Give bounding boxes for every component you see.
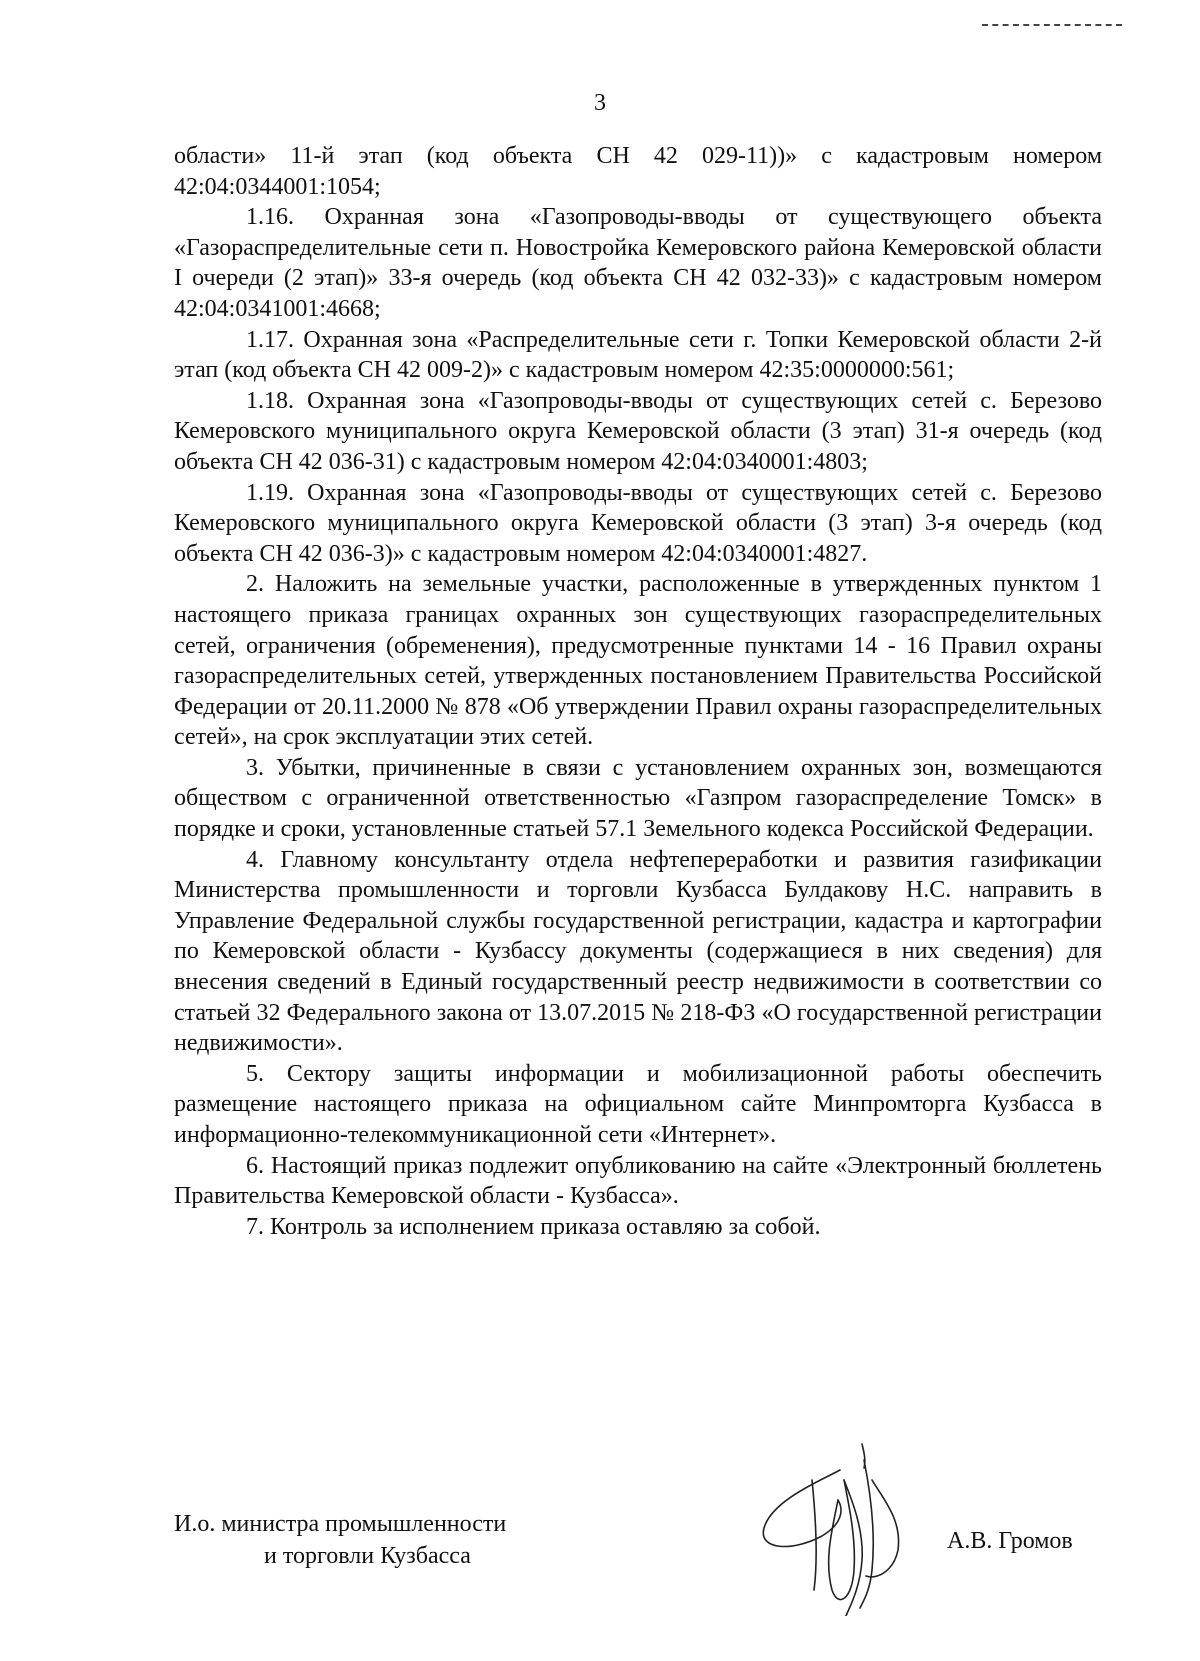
- paragraph-2: 2. Наложить на земельные участки, расположенные в утвержденных пунктом 1 настоящего приказа границах охранных зон существующих газораспределительных сетей, ограничения (обременения), предусмотренные пунктами 14 - 16 Правил охраны газораспределительных сетей, утвержденных постановлением Правительства Российской Федерации от 20.11.2000 № 878 «Об утверждении Правил охраны газораспределительных сетей», на срок эксплуатации этих сетей.: [174, 571, 1102, 751]
- paragraph-3: 3. Убытки, причиненные в связи с установлением охранных зон, возмещаются обществом с ограниченной ответственностью «Газпром газораспределение Томск» в порядке и сроки, установленные статьей 57.1 Земельного кодекса Российской Федерации.: [174, 754, 1102, 843]
- scan-edge-mark: [982, 24, 1122, 29]
- paragraph-1-18: 1.18. Охранная зона «Газопроводы-вводы от существующих сетей с. Березово Кемеровского муниципального округа Кемеровской области (3 этап) 31-я очередь (код объекта СН 42 036-31) с кадастровым номером 42:04:0340001:4803;: [174, 387, 1102, 475]
- paragraph-continuation: области» 11-й этап (код объекта СН 42 029-11))» с кадастровым номером 42:04:0344001:1054;: [174, 143, 1102, 200]
- paragraph-6: 6. Настоящий приказ подлежит опубликованию на сайте «Электронный бюллетень Правительства Кемеровской области - Кузбасса».: [174, 1152, 1102, 1210]
- page-number: 3: [594, 90, 606, 116]
- handwritten-signature: [752, 1440, 912, 1616]
- document-body: [174, 141, 1102, 1242]
- signatory-title-line2: и торговли Кузбасса: [264, 1543, 471, 1569]
- paragraph-1-17: 1.17. Охранная зона «Распределительные сети г. Топки Кемеровской области 2-й этап (код объекта СН 42 009-2)» с кадастровым номером 42:35:0000000:561;: [174, 326, 1102, 384]
- paragraph-1-19: 1.19. Охранная зона «Газопроводы-вводы от существующих сетей с. Березово Кемеровского муниципального округа Кемеровской области (3 этап) 3-я очередь (код объекта СН 42 036-3)» с кадастровым номером 42:04:0340001:4827.: [174, 479, 1102, 567]
- signatory-name: А.В. Громов: [947, 1528, 1073, 1554]
- paragraph-4: 4. Главному консультанту отдела нефтепереработки и развития газификации Министерства промышленности и торговли Кузбасса Булдакову Н.С. направить в Управление Федеральной службы государственной регистрации, кадастра и картографии по Кемеровской области - Кузбассу документы (содержащиеся в них сведения) для внесения сведений в Единый государственный реестр недвижимости в соответствии со статьей 32 Федерального закона от 13.07.2015 № 218-ФЗ «О государственной регистрации недвижимости».: [174, 846, 1102, 1057]
- paragraph-1-16: 1.16. Охранная зона «Газопроводы-вводы от существующего объекта «Газораспределительные сети п. Новостройка Кемеровского района Кемеровской области I очереди (2 этап)» 33-я очередь (код объекта СН 42 032-33)» с кадастровым номером 42:04:0341001:4668;: [174, 204, 1102, 322]
- paragraph-5: 5. Сектору защиты информации и мобилизационной работы обеспечить размещение настоящего приказа на официальном сайте Минпромторга Кузбасса в информационно-телекоммуникационной сети «Интернет».: [174, 1060, 1102, 1148]
- signatory-title: [174, 1508, 506, 1572]
- paragraph-7: 7. Контроль за исполнением приказа оставляю за собой.: [246, 1213, 821, 1240]
- signatory-title-line1: И.о. министра промышленности: [174, 1511, 507, 1537]
